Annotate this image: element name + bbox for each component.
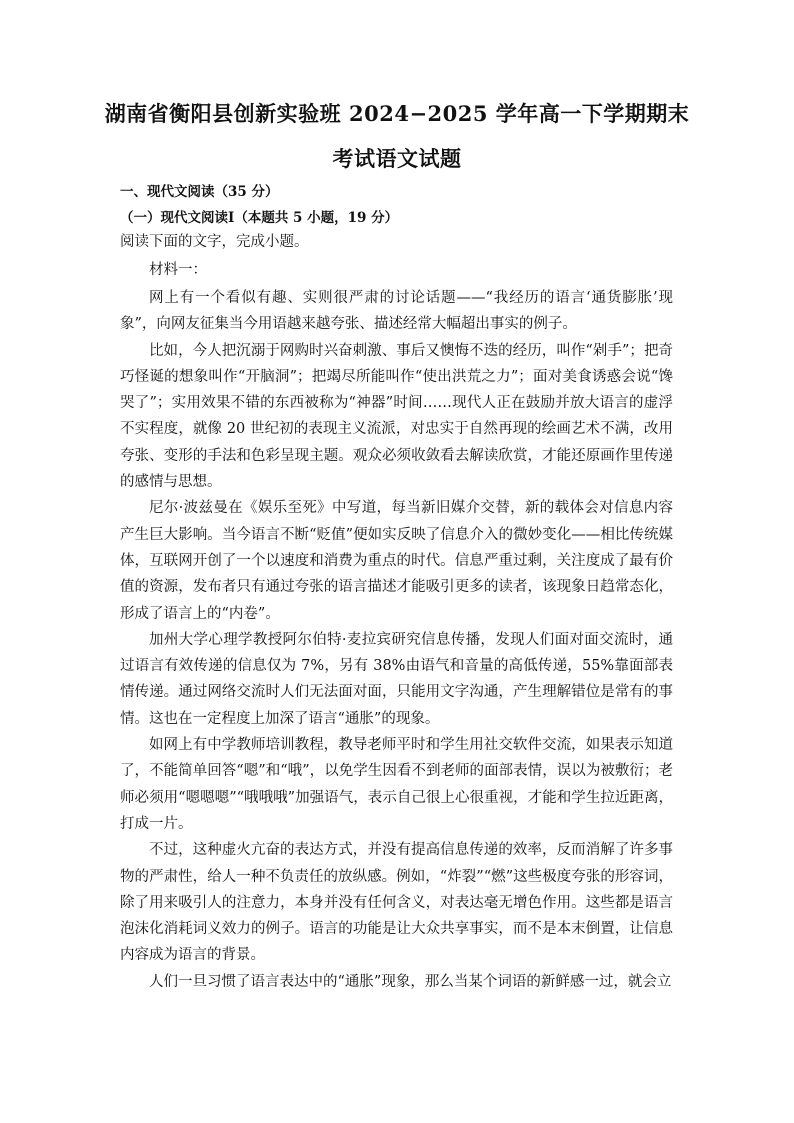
paragraph: 不过，这种虚火亢奋的表达方式，并没有提高信息传递的效率，反而消解了许多事物的严肃性，给人一种不负责任的放纵感。例如，“炸裂”“燃”这些极度夸张的形容词，除了用来吸引人的注意力，本身并没有任何含义，对表达毫无增色作用。这些都是语言泡沫化消耗词义效力的例子。语言的功能是让大众共享事实，而不是本末倒置，让信息内容成为语言的背景。: [120, 842, 673, 964]
document-title-line-1: 湖南省衡阳县创新实验班 2024−2025 学年高一下学期期末: [104, 101, 690, 126]
document-title-line-2: 考试语文试题: [332, 146, 462, 171]
paragraph: 加州大学心理学教授阿尔伯特·麦拉宾研究信息传播，发现人们面对面交流时，通过语言有效传递的信息仅为 7%，另有 38%由语气和音量的高低传递，55%靠面部表情传递。通过网络交流时人们无法面对面，只能用文字沟通，产生理解错位是常有的事情。这也在一定程度上加深了语言“通胀”的现象。: [120, 631, 673, 727]
material-label-text: 材料一：: [149, 262, 207, 278]
material-label: [120, 257, 673, 283]
subsection-heading: （一）现代文阅读Ⅰ（本题共 5 小题，19 分）: [120, 210, 399, 226]
paragraph: 人们一旦习惯了语言表达中的“通胀”现象，那么当某个词语的新鲜感一过，就会立: [149, 973, 672, 990]
paragraph: 尼尔·波兹曼在《娱乐至死》中写道，每当新旧媒介交替，新的载体会对信息内容产生巨大影响。当今语言不断“贬值”便如实反映了信息介入的微妙变化——相比传统媒体，互联网开创了一个以速度和消费为重点的时代。信息严重过剩，关注度成了最有价值的资源，发布者只有通过夸张的语言描述才能吸引更多的读者，该现象日趋常态化，形成了语言上的“内卷”。: [120, 500, 673, 622]
paragraph: 网上有一个看似有趣、实则很严肃的讨论话题——“我经历的语言‘通货膨胀’现象”，向网友征集当今用语越来越夸张、描述经常大幅超出事实的例子。: [120, 290, 673, 333]
paragraph: 如网上有中学教师培训教程，教导老师平时和学生用社交软件交流，如果表示知道了，不能简单回答“嗯”和“哦”，以免学生因看不到老师的面部表情，误以为被敷衍；老师必须用“嗯嗯嗯”“哦哦哦”加强语气，表示自己很上心很重视，才能和学生拉近距离，打成一片。: [120, 737, 673, 832]
section-heading: 一、现代文阅读（35 分）: [120, 184, 279, 200]
article-body: [120, 285, 673, 995]
instructions: [120, 229, 673, 255]
paragraph: 比如，今人把沉溺于网购时兴奋刺激、事后又懊悔不迭的经历，叫作“剁手”；把奇巧怪诞的想象叫作“开脑洞”；把竭尽所能叫作“使出洪荒之力”；面对美食诱惑会说“馋哭了”；实用效果不错的东西被称为“神器”时间……现代人正在鼓励并放大语言的虚浮不实程度，就像 20 世纪初的表现主义流派，对忠实于自然再现的绘画艺术不满，改用夸张、变形的手法和色彩呈现主题。观众必须收敛看去解读欣赏，才能还原画作里传递的感情与思想。: [120, 342, 673, 491]
instructions-text: 阅读下面的文字，完成小题。: [120, 234, 309, 250]
